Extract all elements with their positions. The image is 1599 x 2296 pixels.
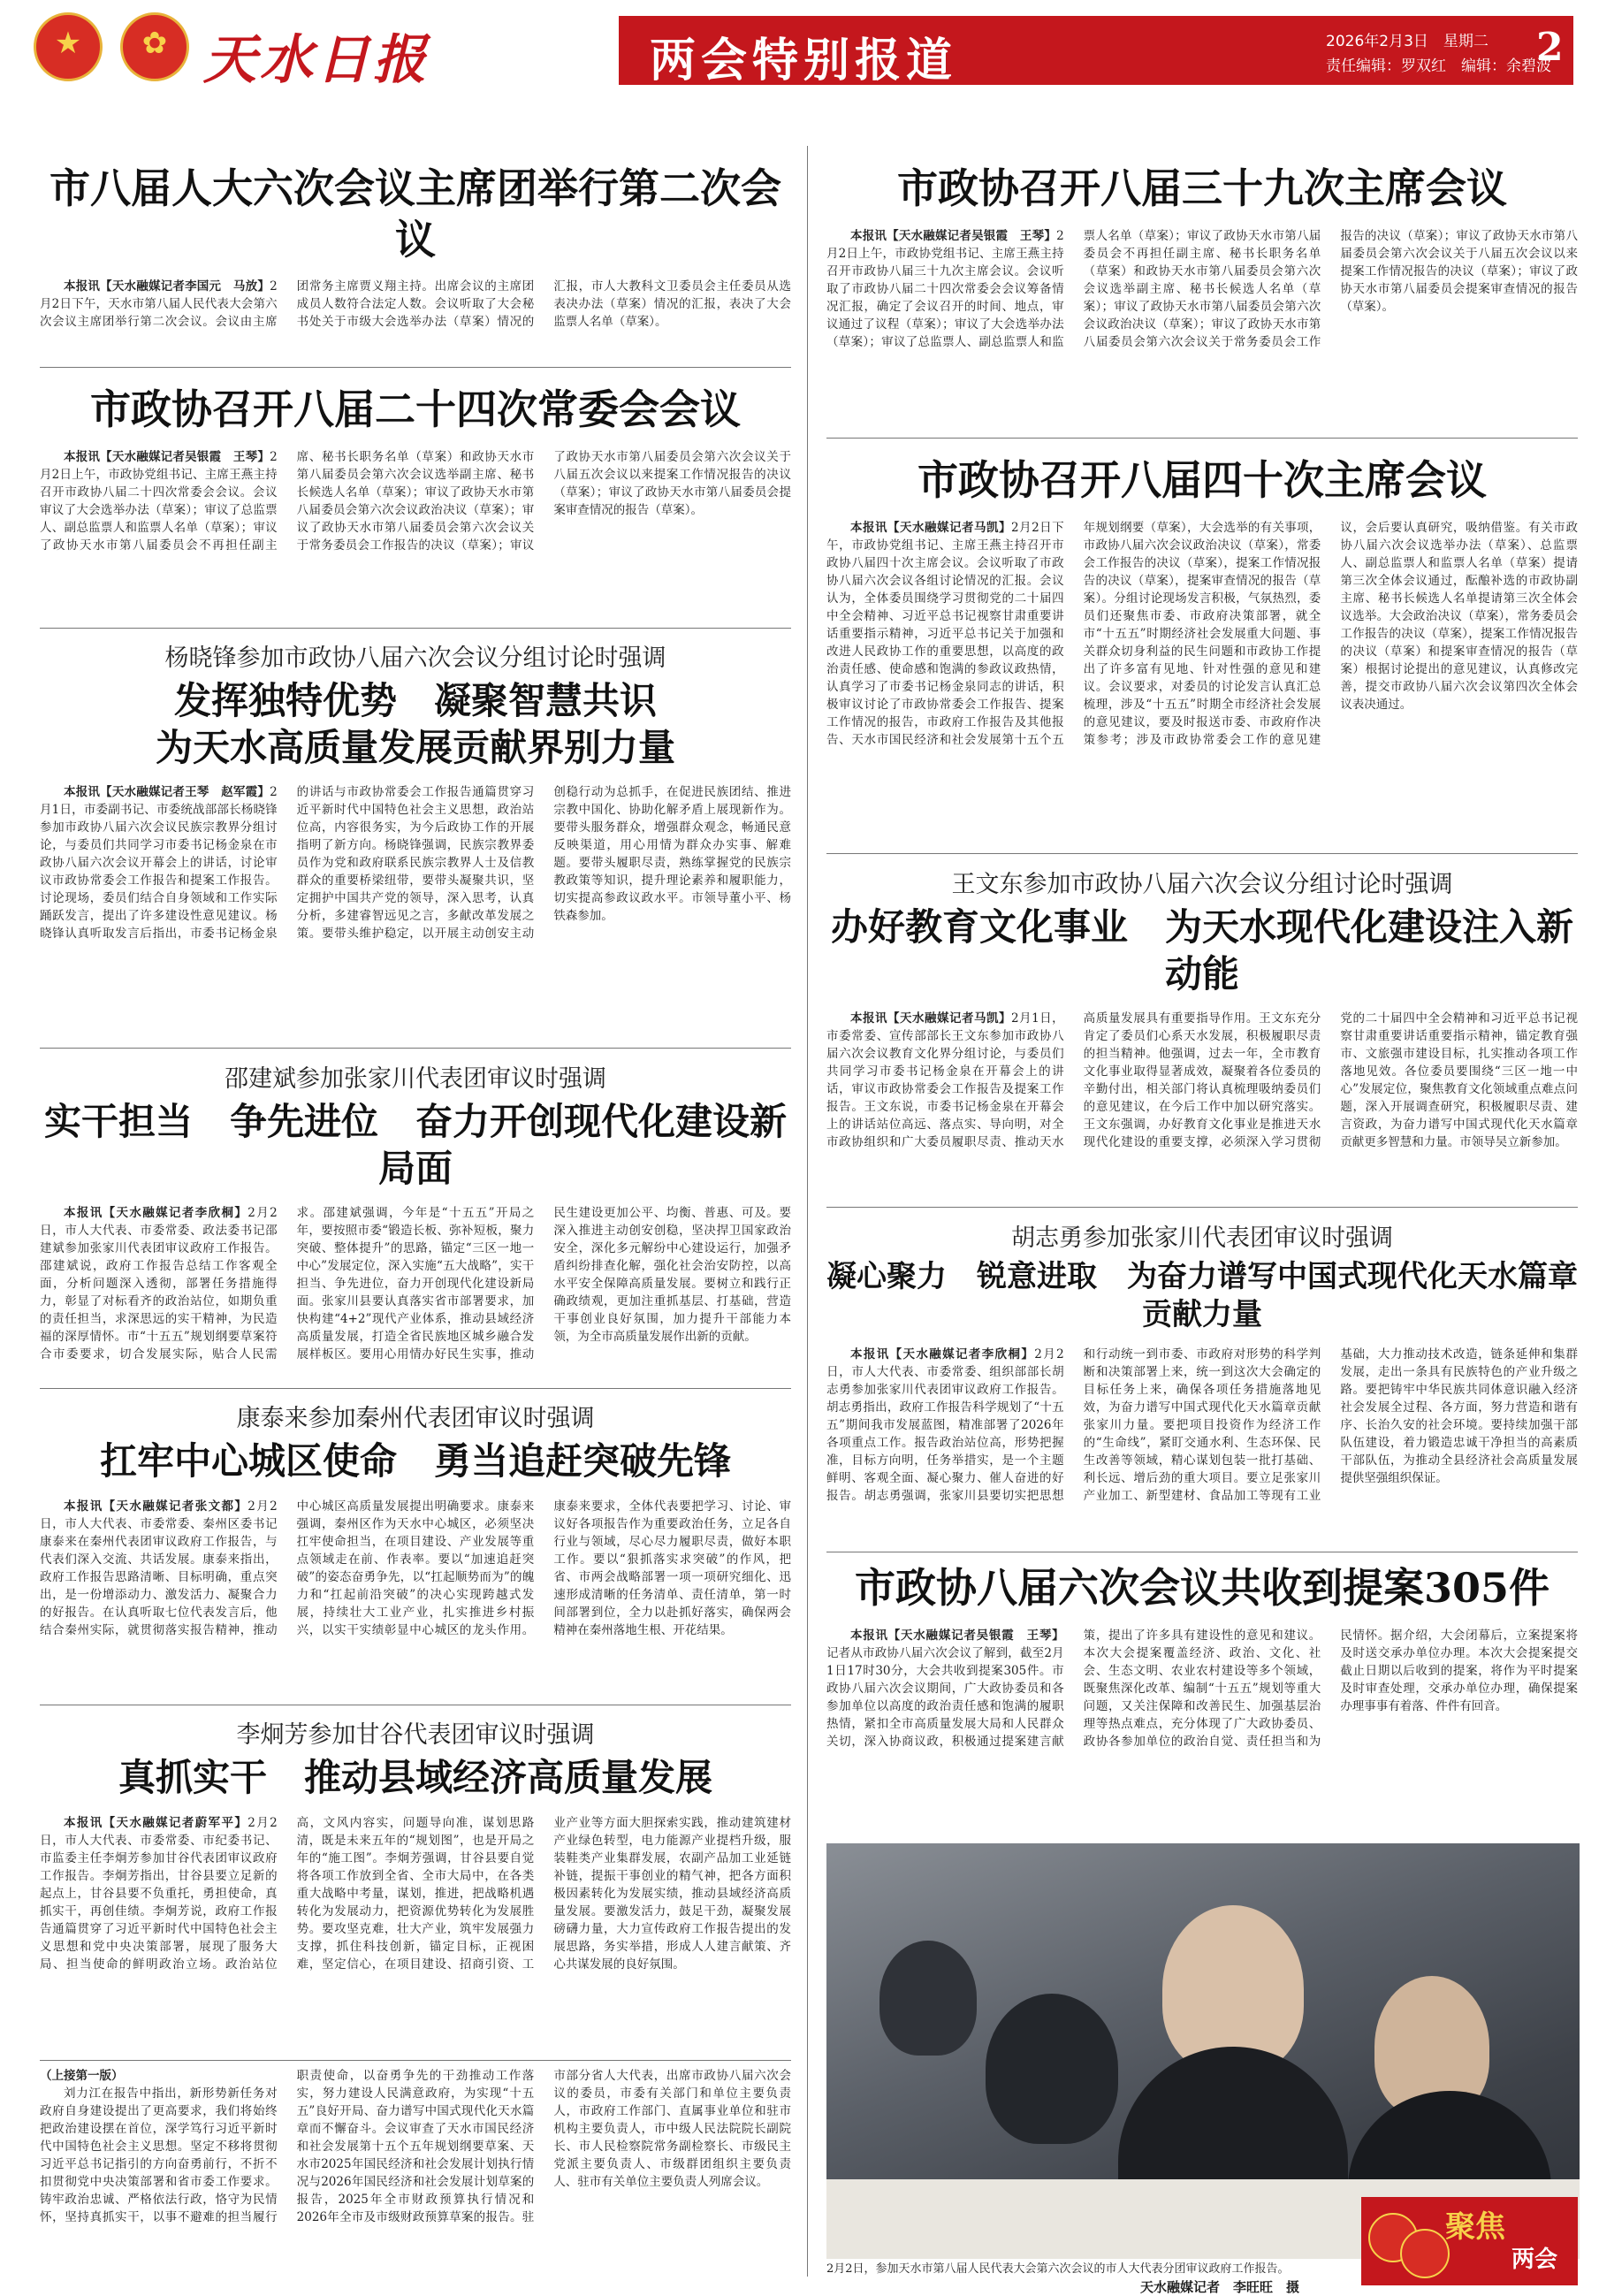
photo-figure [986,1994,1118,2144]
cppcc-emblem-icon: ✿ [120,12,189,81]
byline: 本报讯【天水融媒记者马凯】 [850,520,1011,535]
byline: 本报讯【天水融媒记者吴银霞 王琴】 [850,1628,1064,1643]
article-text: 2月2日下午，市政协党组书记、主席王燕主持召开市政协八届四十次主席会议。会议听取了市政协八届六次会议各组讨论情况的汇报。会议认为，全体委员围绕学习贯彻党的二十届四中全会精神、习近平总书记视察甘肃重要讲话重要指示精神，习近平总书记关于加强和改进人民政协工作的重要思想，以高度的政治责任感、使命感和饱满的参政议政热情，认真学习了市委书记杨金泉同志的讲话，积极审议讨论了市政协常委会工作报告、提案工作情况的报告，市政府工作报告及其他报告、天水市国民经济和社会发展第十五个五年规划纲要（草案），大会选举的有关事项，市政协八届六次会议政治决议（草案），常委会工作报告的决议（草案），提案工作情况报告的决议（草案），提案审查情况的报告（草案）。分组讨论现场发言积极，气氛热烈，委员们还聚焦市委、市政府决策部署，就全市“十五五”时期经济社会发展重大问题、事关群众切身利益的民生问题和市政协工作提出了许多富有见地、针对性强的意见和建议。会议要求，对委员的讨论发言认真汇总梳理，涉及“十五五”时期全市经济社会发展的意见建议，要及时报送市委、市政府作决策参考；涉及市政协常委会工作的意见建议，会后要认真研究，吸纳借鉴。有关市政协八届六次会议选举办法（草案）、总监票人、副总监票人和监票人名单（草案）提请第三次全体会议通过，酝酿补选的市政协副主席、秘书长候选人名单提请第三次全体会议选举。大会政治决议（草案），常务委员会工作报告的决议（草案），提案工作情况报告的决议（草案）和提案审查情况的报告（草案）根据讨论提出的意见建议，认真修改完善，提交市政协八届六次会议第四次全体会议表决通过。 [826,520,1578,747]
article-text: 2月2日，市人大代表、市委常委、组织部部长胡志勇参加张家川代表团审议政府工作报告。胡志勇指出，政府工作报告科学规划了“十五五”期间我市发展蓝图，精准部署了2026年各项重点工作。报告政治站位高，形势把握准，目标方向明，任务举措实，是一个主题鲜明、客观全面、凝心聚力、催人奋进的好报告。胡志勇强调，张家川县要切实把思想和行动统一到市委、市政府对形势的科学判断和决策部署上来，统一到这次大会确定的目标任务上来，确保各项任务措施落地见效，为奋力谱写中国式现代化天水篇章贡献张家川力量。要把项目投资作为经济工作的“生命线”，紧盯交通水利、生态环保、民生改善等领域，精心谋划包装一批打基础、利长远、增后劲的重大项目。要立足张家川产业加工、新型建材、食品加工等现有工业基础，大力推动技术改造，链条延伸和集群发展，走出一条具有民族特色的产业升级之路。要把铸牢中华民族共同体意识融入经济社会发展全过程、各方面，努力营造和谐有序、长治久安的社会环境。要持续加强干部队伍建设，着力锻造忠诚干净担当的高素质干部队伍，为推动全县经济社会高质量发展提供坚强组织保证。 [826,1347,1578,1503]
photo-figure [879,1941,977,2056]
editor-credits: 责任编辑：罗双红 编辑：余碧波 [1326,57,1551,75]
headline: 市政协召开八届三十九次主席会议 [897,164,1507,212]
section-title: 两会特别报道 [650,34,958,88]
headline: 办好教育文化事业 为天水现代化建设注入新动能 [830,905,1573,995]
divider [40,628,791,629]
byline: 本报讯【天水融媒记者马凯】 [850,1011,1011,1026]
article-cppcc-39th-chair-meeting [826,164,1578,386]
kicker: 康泰来参加秦州代表团审议时强调 [236,1405,595,1432]
divider [826,438,1578,439]
divider [826,1207,1578,1208]
article-text: 记者从市政协八届六次会议了解到，截至2月1日17时30分，大会共收到提案305件。市政协八届六次会议期间，广大政协委员和各参加单位以高度的政治责任感和饱满的履职热情，紧扣全市高质量发展大局和人民群众关切，深入协商议政，积极通过提案建言献策，提出了许多具有建设性的意见和建议。本次大会提案覆盖经济、政治、文化、社会、生态文明、农业农村建设等多个领域，既聚焦深化改革、编制“十五五”规划等重大问题，又关注保障和改善民生、加强基层治理等热点难点，充分体现了广大政协委员、政协各参加单位的政治自觉、责任担当和为民情怀。据介绍，大会闭幕后，立案提案将及时送交承办单位办理。本次大会提案提交截止日期以后收到的提案，将作为平时提案及时审查处理，交承办单位办理，确保提案办理事事有着落、件件有回音。 [826,1628,1578,1749]
article-npc-presidium [40,164,791,384]
article-text: 2月2日，市人大代表、市委常委、政法委书记邵建斌参加张家川代表团审议政府工作报告。邵建斌说，政府工作报告总结工作客观全面，分析问题深入透彻，部署任务措施得力，彰显了对标看齐的政治站位，如期负重的责任担当，求深思远的实干精神，为民造福的深厚情怀。市“十五五”规划纲要草案符合市委要求，切合发展实际，贴合人民需求。邵建斌强调，今年是“十五五”开局之年，要按照市委“锻造长板、弥补短板，聚力突破、整体提升”的思路，锚定“三区一地一中心”发展定位，深入实施“五大战略”，实干担当、争先进位，奋力开创现代化建设新局面。张家川县要认真落实省市部署要求，加快构建“4+2”现代产业体系，推动县域经济高质量发展，打造全省民族地区城乡融合发展样板区。要用心用情办好民生实事，推动民生建设更加公平、均衡、普惠、可及。要深入推进主动创安创稳，坚决捍卫国家政治安全，深化多元解纷中心建设运行，加强矛盾纠纷排查化解，强化社会治安防控，以高水平安全保障高质量发展。要树立和践行正确政绩观，更加注重抓基层、打基础，营造干事创业良好氛围，加力提升干部能力本领，为全市高质量发展作出新的贡献。 [40,1206,791,1362]
article-text: 2月2日，市人大代表、市委常委、市纪委书记、市监委主任李炯芳参加甘谷代表团审议政府工作报告。李炯芳指出，甘谷县要立足新的起点上，甘谷县要不负重托，勇担使命，真抓实干，再创佳绩。李炯芳说，政府工作报告通篇贯穿了习近平新时代中国特色社会主义思想和党中央决策部署，展现了服务大局、担当使命的鲜明政治立场。政治站位高，文风内容实，问题导向准，谋划思路清，既是未来五年的“规划图”，也是开局之年的“施工图”。李炯芳强调，甘谷县要自觉将各项工作放到全省、全市大局中，在各类重大战略中考量，谋划，推进，把战略机遇转化为发展动力，把资源优势转化为发展胜势。要攻坚克难，壮大产业，筑牢发展强力支撑，抓住科技创新，锚定目标，正视困难，坚定信心，在项目建设、招商引资、工业产业等方面大胆探索实践，推动建筑建材产业绿色转型，电力能源产业提档升级，服装鞋类产业集群发展，农副产品加工业延链补链，提振干事创业的精气神，把各方面积极因素转化为发展实绩，推动县域经济高质量发展。要激发活力，鼓足干劲，凝聚发展磅礴力量，大力宣传政府工作报告提出的发展思路，务实举措，形成人人建言献策、齐心共谋发展的良好氛围。 [40,1815,791,1972]
article-body [40,783,791,1040]
kicker: 杨晓锋参加市政协八届六次会议分组讨论时强调 [164,645,666,672]
article-body [40,448,791,581]
byline: 本报讯【天水融媒记者李国元 马放】 [64,279,270,294]
byline: 本报讯【天水融媒记者李欣桐】 [64,1206,248,1220]
divider [826,853,1578,854]
headline: 市八届人大六次会议主席团举行第二次会议 [49,164,781,263]
headline: 实干担当 争先进位 奋力开创现代化建设新局面 [43,1100,787,1190]
issue-date: 2026年2月3日 星期二 [1326,33,1489,50]
headline: 市政协召开八届四十次主席会议 [918,456,1487,504]
headline-line2: 为天水高质量发展贡献界别力量 [155,725,675,769]
focus-badge [1361,2197,1578,2285]
article-body [826,1627,1578,1812]
headline: 凝心聚力 锐意进取 为奋力谱写中国式现代化天水篇章贡献力量 [826,1259,1578,1332]
headline-line1: 发挥独特优势 凝聚智慧共识 [173,679,657,722]
kicker: 李炯芳参加甘谷代表团审议时强调 [236,1721,595,1749]
article-text: 2月2日下午，天水市第八届人民代表大会第六次会议主席团举行第二次会议。会议由主席团常务主席贾义翔主持。出席会议的主席团成员人数符合法定人数。会议听取了大会秘书处关于市级大会选举办法（草案）情况的汇报，市人大教科文卫委员会主任委员从选表决办法（草案）情况的汇报，表决了大会监票人名单（草案）。 [40,279,791,329]
byline: 本报讯【天水融媒记者蔚军平】 [64,1815,248,1830]
article-text: 2月2日，市人大代表、市委常委、秦州区委书记康泰来在秦州代表团审议政府工作报告，与代表们深入交流、共话发展。康泰来指出，政府工作报告思路清晰、目标明确，重点突出，是一份增添动力、激发活力、凝聚合力的好报告。在认真听取七位代表发言后，他结合秦州实际，就贯彻落实报告精神，推动中心城区高质量发展提出明确要求。康泰来强调，秦州区作为天水中心城区，必须坚决扛牢使命担当，在项目建设、产业发展等重点领域走在前、作表率。要以“加速追赶突破”的姿态奋勇争先，以“扛起顺势而为”的魄力和“扛起前沿突破”的决心实现跨越式发展，持续壮大工业产业，扎实推进乡村振兴，以实干实绩彰显中心城区的龙头作用。康泰来要求，全体代表要把学习、讨论、审议好各项报告作为重要政治任务，立足各自行业与领域，尽心尽力履职尽责，做好本职工作。要以“狠抓落实求突破”的作风，把省、市两会战略部署一项一项研究细化、迅速形成清晰的任务清单、责任清单，第一时间部署到位，全力以赴抓好落实，确保两会精神在秦州落地生根、开花结果。 [40,1499,791,1637]
article-yang-xiaofeng [40,638,791,1040]
article-cppcc-40th-chair-meeting [826,455,1578,855]
page-number: 2 [1536,25,1564,70]
article-body [40,1498,791,1745]
divider [40,2060,791,2061]
article-body [826,1010,1578,1231]
headline: 真抓实干 推动县域经济高质量发展 [118,1756,712,1799]
article-text: 2月2日上午，市政协党组书记、主席王燕主持召开市政协八届二十四次常委会会议。会议审议了大会选举办法（草案）；审议了总监票人、副总监票人和监票人名单（草案）；审议了政协天水市第八届委员会不再担任副主席、秘书长职务名单（草案）和政协天水市第八届委员会第六次会议选举副主席、秘书长候选人名单（草案）；审议了政协天水市第八届委员会第六次会议政治决议（草案）；审议了政协天水市第八届委员会第六次会议关于常务委员会工作报告的决议（草案）；审议了政协天水市第八届委员会第六次会议关于八届五次会议以来提案工作情况报告的决议（草案）；审议了政协天水市第八届委员会提案审查情况的报告（草案）。 [40,449,791,553]
article-hu-zhiyong [826,1218,1578,1602]
national-emblem-icon: ★ [34,12,103,81]
article-li-jiongfang [40,1715,791,2079]
headline: 市政协八届六次会议共收到提案305件 [854,1564,1550,1612]
continued-label: （上接第一版） [40,2069,124,2083]
byline: 本报讯【天水融媒记者王琴 赵军霞】 [64,785,270,799]
article-body [826,519,1578,855]
article-text: 刘力江在报告中指出，新形势新任务对政府自身建设提出了更高要求，我们将始终把政治建设摆在首位，深学笃行习近平新时代中国特色社会主义思想。坚定不移将贯彻习近平总书记指引的方向奋勇前行，不折不扣贯彻党中央决策部署和省市委工作要求。铸牢政治忠诚、严格依法行政，恪守为民情怀，坚持真抓实干，以事不避难的担当履行职责使命，以奋勇争先的干劲推动工作落实，努力建设人民满意政府，为实现“十五五”良好开局、奋力谱写中国式现代化天水篇章而不懈奋斗。会议审查了天水市国民经济和社会发展第十五个五年规划纲要草案、天水市2025年国民经济和社会发展计划执行情况与2026年国民经济和社会发展计划草案的报告，2025年全市财政预算执行情况和2026年全市及市级财政预算草案的报告。驻市部分省人大代表，出席市政协八届六次会议的委员，市委有关部门和单位主要负责人，市政府工作部门、直属事业单位和驻市机构主要负责人，市中级人民法院院长副院长、市人民检察院常务副检察长、市级民主党派主要负责人、市级群团组织主要负责人、驻市有关单位主要负责人列席会议。 [40,2069,791,2224]
badge-line1: 聚焦 [1445,2209,1505,2245]
article-text: 2月1日，市委常委、宣传部部长王文东参加市政协八届六次会议教育文化界分组讨论，与委员们共同学习市委书记杨金泉在开幕会上的讲话，审议市政协常委会工作报告及提案工作报告。王文东说，市委书记杨金泉在开幕会上的讲话站位高远、落点实、导向明，对全市政协组织和广大委员履职尽责、推动天水高质量发展具有重要指导作用。王文东充分肯定了委员们心系天水发展，积极履职尽责的担当精神。他强调，过去一年，全市教育文化事业取得显著成效，凝聚着各位委员的辛勤付出，相关部门将认真梳理吸纳委员们的意见建议，在今后工作中加以研究落实。王文东强调，办好教育文化事业是推进天水现代化建设的重要支撑，必须深入学习贯彻党的二十届四中全会精神和习近平总书记视察甘肃重要讲话重要指示精神，锚定教育强市、文旅强市建设目标，扎实推动各项工作落地见效。各位委员要围绕“三区一地一中心”发展定位，聚焦教育文化领域重点难点问题，深入开展调查研究，积极履职尽责、建言资政，为奋力谱写中国式现代化天水篇章贡献更多智慧和力量。市领导吴立新参加。 [826,1011,1578,1149]
byline: 本报讯【天水融媒记者吴银霞 王琴】 [850,228,1057,243]
article-continued-from-page-1 [40,2067,791,2279]
article-body [826,227,1578,386]
kicker: 胡志勇参加张家川代表团审议时强调 [1011,1224,1393,1252]
photo-credit: 天水融媒记者 李旺旺 摄 [1140,2279,1300,2295]
cppcc-emblem-icon [1400,2229,1450,2278]
column-divider [807,146,808,2277]
divider [40,367,791,368]
divider [40,1048,791,1049]
byline: 本报讯【天水融媒记者李欣桐】 [850,1347,1035,1362]
article-wang-wendong [826,865,1578,1231]
headline: 市政协召开八届二十四次常委会会议 [90,385,741,433]
article-body [40,278,791,384]
article-proposals-305 [826,1563,1578,1812]
newspaper-name: 天水日报 [203,29,430,91]
article-body [40,1814,791,2079]
badge-line2: 两会 [1511,2246,1558,2273]
article-body [40,2067,791,2279]
byline: 本报讯【天水融媒记者吴银霞 王琴】 [64,449,270,464]
page-header [0,0,1599,95]
byline: 本报讯【天水融媒记者张文都】 [64,1499,248,1514]
article-text: 2月1日，市委副书记、市委统战部部长杨晓锋参加市政协八届六次会议民族宗教界分组讨论，与委员们共同学习市委书记杨金泉在市政协八届六次会议开幕会上的讲话，讨论审议市政协常委会工作报告和提案工作报告。讨论现场，委员们结合自身领域和工作实际踊跃发言，提出了许多建设性意见建议。杨晓锋认真听取发言后指出，市委书记杨金泉的讲话与市政协常委会工作报告通篇贯穿习近平新时代中国特色社会主义思想，政治站位高，内容很务实，为今后政协工作的开展指明了新方向。杨晓锋强调，民族宗教界委员作为党和政府联系民族宗教界人士及信教群众的重要桥梁纽带，要带头凝聚共识，坚定拥护中国共产党的领导，深入思考，认真分析，多建睿智远见之言，多献改革发展之策。要带头维护稳定，以开展主动创安主动创稳行动为总抓手，在促进民族团结、推进宗教中国化、协助化解矛盾上展现新作为。要带头服务群众，增强群众观念，畅通民意反映渠道，用心用情为群众办实事、解难题。要带头履职尽责，熟练掌握党的民族宗教政策等知识，提升理论素养和履职能力，切实提高参政议政水平。市领导董小平、杨铁森参加。 [40,785,791,941]
photo-caption: 2月2日，参加天水市第八届人民代表大会第六次会议的市人大代表分团审议政府工作报告。 [826,2262,1290,2276]
kicker: 邵建斌参加张家川代表团审议时强调 [225,1065,606,1093]
article-kang-tailai [40,1399,791,1745]
article-cppcc-standing-committee [40,385,791,581]
divider [40,1388,791,1389]
headline: 扛牢中心城区使命 勇当追赶突破先锋 [99,1439,731,1483]
kicker: 王文东参加市政协八届六次会议分组讨论时强调 [951,871,1453,898]
article-text: 2月2日上午，市政协党组书记、主席王燕主持召开市政协八届三十九次主席会议。会议听取了市政协八届二十四次常委会会议筹备情况汇报，确定了会议召开的时间、地点，审议通过了议程（草案）；审议了大会选举办法（草案）；审议了总监票人、副总监票人和监票人名单（草案）；审议了政协天水市第八届委员会不再担任副主席、秘书长职务名单（草案）和政协天水市第八届委员会第六次会议选举副主席、秘书长候选人名单（草案）；审议了政协天水市第八届委员会第六次会议政治决议（草案）；审议了政协天水市第八届委员会第六次会议关于常务委员会工作报告的决议（草案）；审议了政协天水市第八届委员会第六次会议关于八届五次会议以来提案工作情况报告的决议（草案）；审议了政协天水市第八届委员会提案审查情况的报告（草案）。 [826,228,1578,349]
